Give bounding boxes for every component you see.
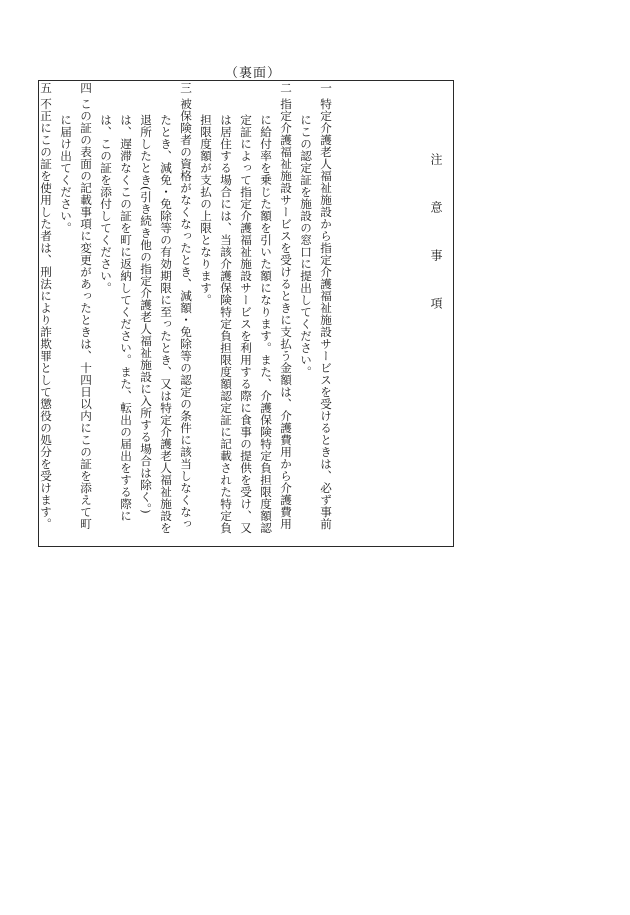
notes-text — [36, 81, 446, 538]
note-text: この証の表面の記載事項に変更があったときは、十四日以内にこの証を添えて町に届け出てください。 — [59, 98, 93, 530]
note-text: 指定介護福祉施設サービスを受けるときに支払う金額は、介護費用から介護費用に給付率を乗じた額を引いた額になります。また、介護保険特定負担限度額認定証によって指定介護福祉施設サービスを利用する際に食事の提供を受け、又は居住する場合には、当該介護保険特定負担限度額認定証に記載された特定負担限度額が支払の上限となります。 — [199, 98, 293, 535]
note-item-2: 二指定介護福祉施設サービスを受けるときに支払う金額は、介護費用から介護費用に給付率を乗じた額を引いた額になります。また、介護保険特定負担限度額認定証によって指定介護福祉施設サービスを利用する際に食事の提供を受け、又は居住する場合には、当該介護保険特定負担限度額認定証に記載された特定負担限度額が支払の上限となります。 — [199, 81, 293, 535]
note-item-5: 五不正にこの証を使用した者は、刑法により詐欺罪として懲役の処分を受けます。 — [39, 81, 53, 530]
notes-frame — [38, 80, 454, 547]
note-text: 被保険者の資格がなくなったとき、減額・免除等の認定の条件に該当しなくなったとき、減免・免除等の有効期限に至ったとき、又は特定介護老人福祉施設を退所したとき(引き続き他の指定介護老人福祉施設に入所する場合は除く。)は、遅滞なくこの証を町に返納してください。また、転出の届出をする際には、この証を添付してください。 — [99, 98, 193, 535]
note-item-1: 一特定介護老人福祉施設から指定介護福祉施設サービスを受けるときは、必ず事前にこの認定証を施設の窓口に提出してください。 — [299, 81, 333, 530]
note-text: 特定介護老人福祉施設から指定介護福祉施設サービスを受けるときは、必ず事前にこの認定証を施設の窓口に提出してください。 — [299, 98, 333, 530]
notes-heading: 注 意 事 項 — [429, 153, 443, 321]
back-side-label: （裏面） — [225, 66, 282, 81]
note-item-3: 三被保険者の資格がなくなったとき、減額・免除等の認定の条件に該当しなくなったとき、減免・免除等の有効期限に至ったとき、又は特定介護老人福祉施設を退所したとき(引き続き他の指定介護老人福祉施設に入所する場合は除く。)は、遅滞なくこの証を町に返納してください。また、転出の届出をする際には、この証を添付してください。 — [99, 81, 193, 535]
note-text: 不正にこの証を使用した者は、刑法により詐欺罪として懲役の処分を受けます。 — [39, 98, 53, 530]
note-item-4: 四この証の表面の記載事項に変更があったときは、十四日以内にこの証を添えて町に届け出てください。 — [59, 81, 93, 530]
